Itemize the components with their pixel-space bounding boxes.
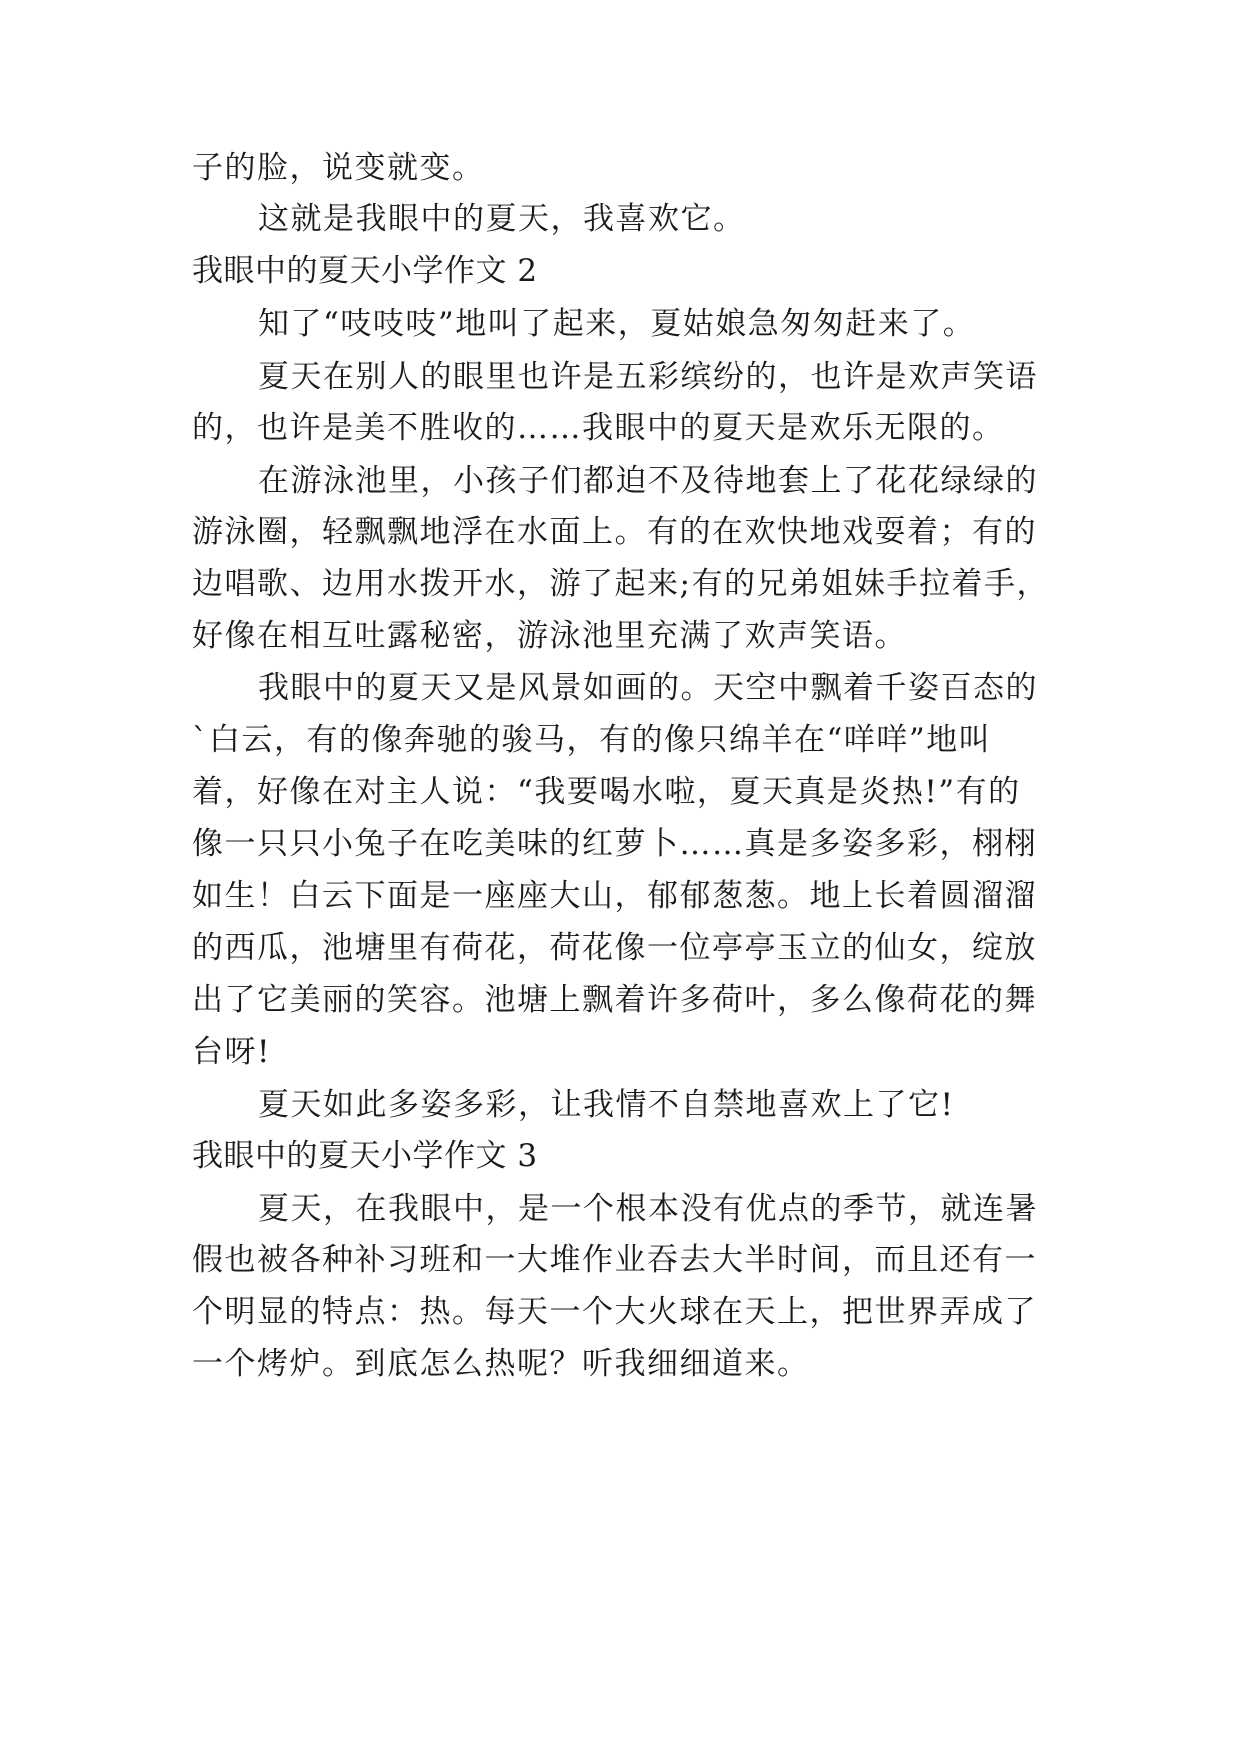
section-heading: 我眼中的夏天小学作文 3: [192, 1138, 538, 1174]
paragraph-line: 出了它美丽的笑容。池塘上飘着许多荷叶，多么像荷花的舞: [192, 982, 1037, 1018]
paragraph-line: 游泳圈，轻飘飘地浮在水面上。有的在欢快地戏耍着；有的: [192, 514, 1037, 550]
paragraph-line: 夏天在别人的眼里也许是五彩缤纷的，也许是欢声笑语: [258, 359, 1038, 395]
paragraph-line: 着，好像在对主人说：“我要喝水啦，夏天真是炎热!”有的: [192, 774, 1021, 810]
paragraph-line: 假也被各种补习班和一大堆作业吞去大半时间，而且还有一: [192, 1242, 1037, 1278]
paragraph-line: 个明显的特点：热。每天一个大火球在天上，把世界弄成了: [192, 1294, 1037, 1330]
paragraph-line: 子的脸，说变就变。: [192, 150, 485, 186]
paragraph-line: 好像在相互吐露秘密，游泳池里充满了欢声笑语。: [192, 618, 907, 654]
section-heading: 我眼中的夏天小学作文 2: [192, 253, 538, 289]
paragraph-line: 夏天如此多姿多彩，让我情不自禁地喜欢上了它!: [258, 1087, 955, 1123]
paragraph-line: 边唱歌、边用水拨开水，游了起来;有的兄弟姐妹手拉着手，: [192, 566, 1049, 602]
paragraph-line: `白云，有的像奔驰的骏马，有的像只绵羊在“咩咩”地叫: [192, 722, 992, 758]
paragraph-line: 我眼中的夏天又是风景如画的。天空中飘着千姿百态的: [258, 670, 1038, 706]
paragraph-line: 像一只只小兔子在吃美味的红萝卜……真是多姿多彩，栩栩: [192, 826, 1037, 862]
paragraph-line: 一个烤炉。到底怎么热呢？听我细细道来。: [192, 1346, 810, 1382]
paragraph-line: 的西瓜，池塘里有荷花，荷花像一位亭亭玉立的仙女，绽放: [192, 930, 1037, 966]
paragraph-line: 这就是我眼中的夏天，我喜欢它。: [258, 201, 746, 237]
paragraph-line: 夏天，在我眼中，是一个根本没有优点的季节，就连暑: [258, 1191, 1038, 1227]
paragraph-line: 如生！白云下面是一座座大山，郁郁葱葱。地上长着圆溜溜: [192, 878, 1037, 914]
paragraph-line: 台呀!: [192, 1034, 271, 1070]
paragraph-line: 在游泳池里，小孩子们都迫不及待地套上了花花绿绿的: [258, 463, 1038, 499]
paragraph-line: 的，也许是美不胜收的……我眼中的夏天是欢乐无限的。: [192, 410, 1005, 446]
paragraph-line: 知了“吱吱吱”地叫了起来，夏姑娘急匆匆赶来了。: [258, 306, 976, 342]
